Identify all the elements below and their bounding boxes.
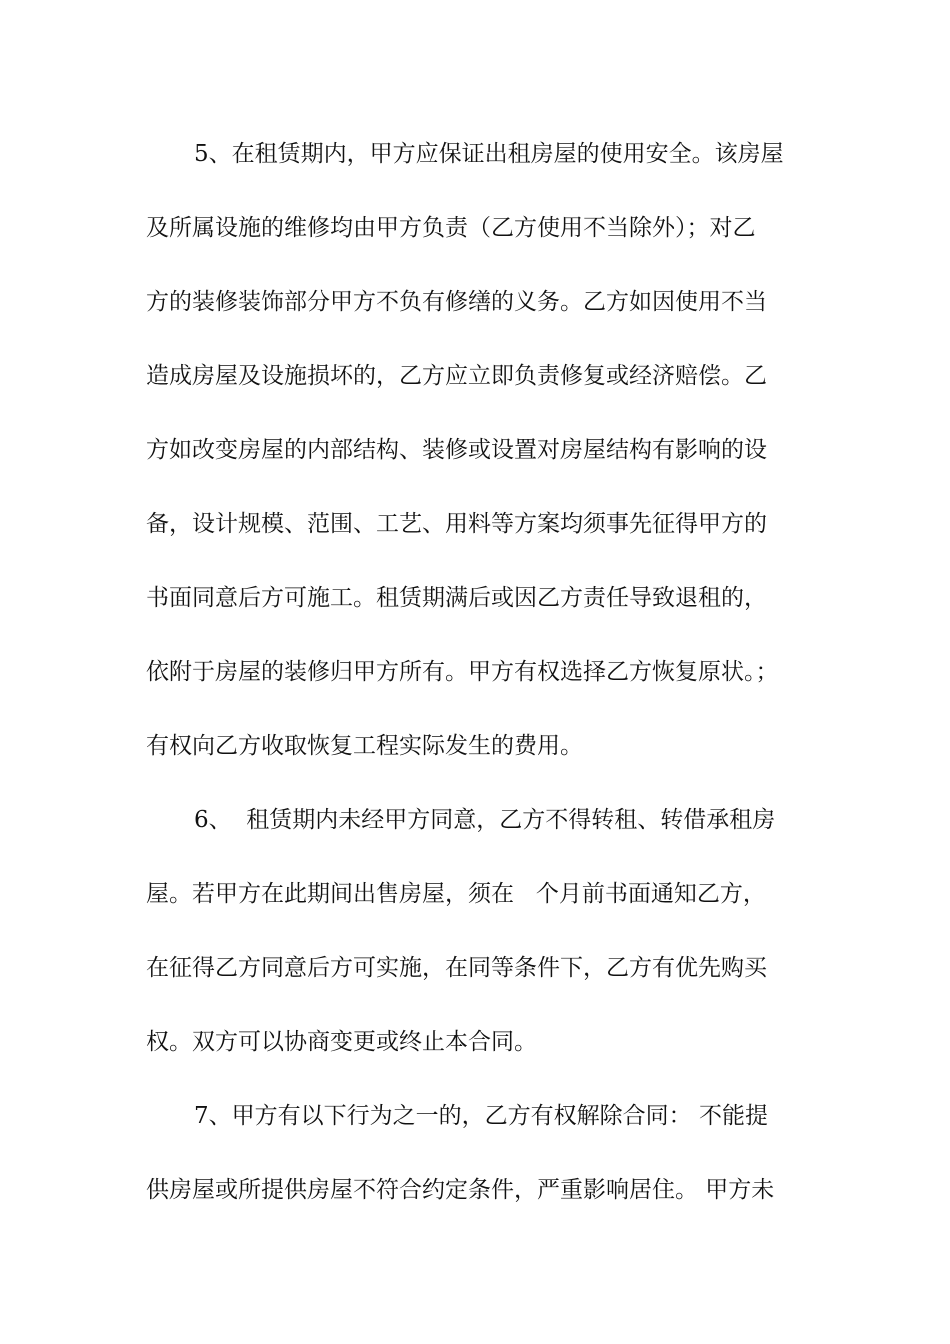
paragraph-6-line-1: 6、 租赁期内未经甲方同意，乙方不得转租、转借承租房 (194, 807, 776, 833)
paragraph-5-line-2: 及所属设施的维修均由甲方负责（乙方使用不当除外）；对乙 (146, 215, 756, 241)
paragraph-5-line-4: 造成房屋及设施损坏的，乙方应立即负责修复或经济赔偿。乙 (146, 363, 767, 389)
document-body (146, 132, 816, 1242)
paragraph-5-line-7: 书面同意后方可施工。租赁期满后或因乙方责任导致退租的， (146, 585, 767, 611)
paragraph-7-line-1: 7、甲方有以下行为之一的，乙方有权解除合同： 不能提 (194, 1103, 768, 1129)
paragraph-6-line-3: 在征得乙方同意后方可实施，在同等条件下，乙方有优先购买 (146, 955, 767, 981)
paragraph-5-line-5: 方如改变房屋的内部结构、装修或设置对房屋结构有影响的设 (146, 437, 767, 463)
paragraph-5-line-9: 有权向乙方收取恢复工程实际发生的费用。 (146, 733, 583, 759)
paragraph-5-line-6: 备，设计规模、范围、工艺、用料等方案均须事先征得甲方的 (146, 511, 767, 537)
paragraph-5-line-1: 5、在租赁期内，甲方应保证出租房屋的使用安全。该房屋 (194, 141, 784, 167)
paragraph-6-line-2: 屋。若甲方在此期间出售房屋，须在 个月前书面通知乙方， (146, 881, 766, 907)
paragraph-5-line-3: 方的装修装饰部分甲方不负有修缮的义务。乙方如因使用不当 (146, 289, 767, 315)
paragraph-7-line-2: 供房屋或所提供房屋不符合约定条件，严重影响居住。 甲方未 (146, 1177, 775, 1203)
paragraph-5-line-8: 依附于房屋的装修归甲方所有。甲方有权选择乙方恢复原状。； (146, 659, 779, 685)
paragraph-6-line-4: 权。双方可以协商变更或终止本合同。 (146, 1029, 537, 1055)
